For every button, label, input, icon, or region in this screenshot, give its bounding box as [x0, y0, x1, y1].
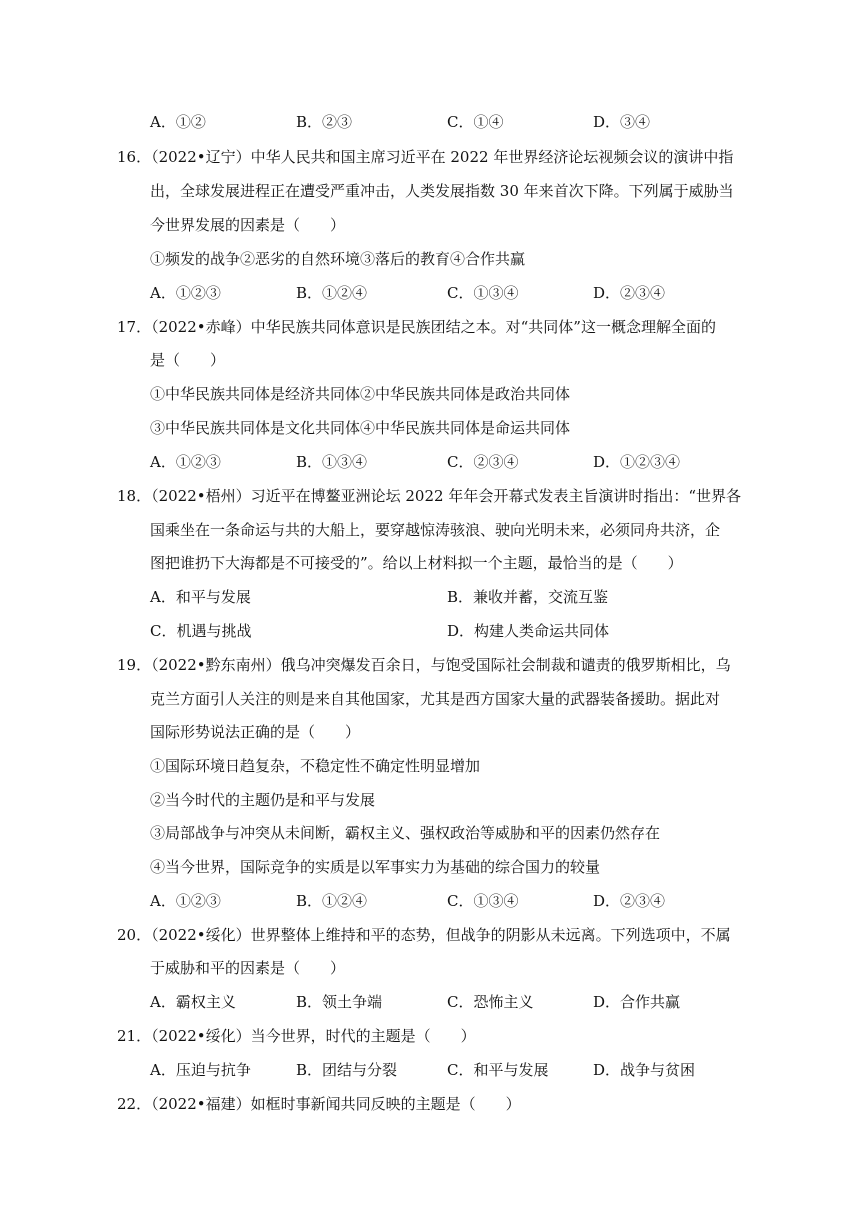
q20-stem-line-1: 20．（2022•绥化）世界整体上维持和平的态势，但战争的阴影从未远离。下列选项中，不属 [117, 926, 731, 944]
q21-option-d: D．战争与贫困 [593, 1061, 696, 1079]
q18-stem-line-2: 国乘坐在一条命运与共的大船上，要穿越惊涛骇浪、驶向光明未来，必须同舟共济，企 [150, 521, 721, 539]
q18-stem-line-1: 18．（2022•梧州）习近平在博鳌亚洲论坛 2022 年年会开幕式发表主旨演讲时指出：“世界各 [117, 487, 741, 505]
q20-option-a: A．霸权主义 [150, 993, 236, 1011]
q15-option-a: A．①② [150, 113, 206, 131]
q16-statements: ①频发的战争②恶劣的自然环境③落后的教育④合作共赢 [150, 250, 526, 268]
q17-stem-line-1: 17．（2022•赤峰）中华民族共同体意识是民族团结之本。对“共同体”这一概念理解全面的 [117, 318, 716, 336]
q19-statement-1: ①国际环境日趋复杂，不稳定性不确定性明显增加 [150, 757, 481, 775]
q17-statements-2: ③中华民族共同体是文化共同体④中华民族共同体是命运共同体 [150, 419, 571, 437]
q16-stem-line-2: 出，全球发展进程正在遭受严重冲击，人类发展指数 30 年来首次下降。下列属于威胁当 [150, 182, 734, 200]
q18-option-d: D．构建人类命运共同体 [447, 622, 610, 640]
q19-statement-2: ②当今时代的主题仍是和平与发展 [150, 791, 376, 809]
q20-option-b: B．领土争端 [296, 993, 383, 1011]
q20-option-c: C．恐怖主义 [447, 993, 534, 1011]
q17-option-c: C．②③④ [447, 453, 519, 471]
q19-option-a: A．①②③ [150, 892, 221, 910]
q17-option-b: B．①③④ [296, 453, 368, 471]
q19-option-d: D．②③④ [593, 892, 666, 910]
q15-option-d: D．③④ [593, 113, 651, 131]
q19-statement-4: ④当今世界，国际竞争的实质是以军事实力为基础的综合国力的较量 [150, 858, 601, 876]
q22-stem: 22．（2022•福建）如框时事新闻共同反映的主题是（ ） [117, 1095, 521, 1113]
q21-stem: 21．（2022•绥化）当今世界，时代的主题是（ ） [117, 1027, 476, 1045]
q16-stem-line-3: 今世界发展的因素是（ ） [150, 216, 346, 234]
q21-option-c: C．和平与发展 [447, 1061, 549, 1079]
q19-stem-line-1: 19．（2022•黔东南州）俄乌冲突爆发百余日，与饱受国际社会制裁和谴责的俄罗斯相比，乌 [117, 656, 731, 674]
q21-option-b: B．团结与分裂 [296, 1061, 398, 1079]
q17-option-a: A．①②③ [150, 453, 221, 471]
q17-statements-1: ①中华民族共同体是经济共同体②中华民族共同体是政治共同体 [150, 385, 571, 403]
q19-option-c: C．①③④ [447, 892, 519, 910]
q18-stem-line-3: 图把谁扔下大海都是不可接受的”。给以上材料拟一个主题，最恰当的是（ ） [150, 554, 683, 572]
q16-option-d: D．②③④ [593, 284, 666, 302]
q18-option-b: B．兼收并蓄，交流互鉴 [447, 588, 609, 606]
q17-stem-line-2: 是（ ） [150, 351, 226, 369]
q15-option-b: B．②③ [296, 113, 353, 131]
q15-option-c: C．①④ [447, 113, 504, 131]
q19-stem-line-3: 国际形势说法正确的是（ ） [150, 723, 361, 741]
q18-option-a: A．和平与发展 [150, 588, 251, 606]
q18-option-c: C．机遇与挑战 [150, 622, 252, 640]
q16-option-a: A．①②③ [150, 284, 221, 302]
q17-option-d: D．①②③④ [593, 453, 681, 471]
q19-option-b: B．①②④ [296, 892, 368, 910]
q20-option-d: D．合作共赢 [593, 993, 681, 1011]
q19-statement-3: ③局部战争与冲突从未间断，霸权主义、强权政治等威胁和平的因素仍然存在 [150, 824, 661, 842]
q19-stem-line-2: 克兰方面引人关注的则是来自其他国家，尤其是西方国家大量的武器装备援助。据此对 [150, 690, 721, 708]
q16-option-b: B．①②④ [296, 284, 368, 302]
q16-stem-line-1: 16．（2022•辽宁）中华人民共和国主席习近平在 2022 年世界经济论坛视频会议的演讲中指 [117, 148, 734, 166]
q16-option-c: C．①③④ [447, 284, 519, 302]
q20-stem-line-2: 于威胁和平的因素是（ ） [150, 959, 346, 977]
q21-option-a: A．压迫与抗争 [150, 1061, 251, 1079]
